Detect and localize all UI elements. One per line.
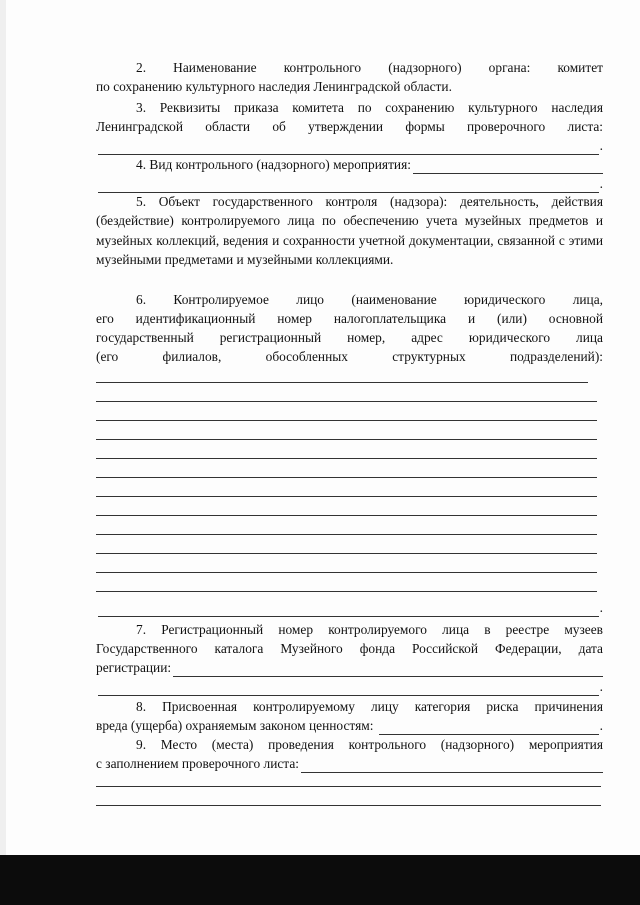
- item-9-row-2: [96, 754, 603, 773]
- item-2-line-2: по сохранению культурного наследия Ленинградской области.: [96, 79, 452, 94]
- item-6-fill-line[interactable]: [96, 496, 597, 497]
- item-7-fill-row-2: [96, 677, 603, 696]
- item-3-line-2: Ленинградской области об утверждении формы проверочного листа:: [96, 119, 603, 134]
- item-3-fill-row: [96, 136, 603, 155]
- item-7-tail: .: [599, 679, 603, 694]
- item-6-fill-line[interactable]: [96, 591, 597, 592]
- item-6-fill-line-last[interactable]: [98, 604, 599, 617]
- item-6-fill-row-last: [96, 598, 603, 617]
- item-6-fill-line[interactable]: [96, 572, 597, 573]
- item-9-line-1: 9. Место (места) проведения контрольного (надзорного) мероприятия: [136, 737, 603, 752]
- item-7-label: регистрации:: [96, 660, 172, 675]
- item-6-tail: .: [599, 600, 603, 615]
- item-5-paragraph: 5. Объект государственного контроля (надзора): деятельность, действия (бездействие) контролируемого лица по обеспечению учета музейных предметов и музейных коллекций, ведения и сохранности учетной документации, связанной с этими музейными предметами и музейными коллекциями.: [96, 194, 603, 267]
- item-9-fill-line[interactable]: [96, 805, 601, 806]
- item-6-fill-line[interactable]: [96, 534, 597, 535]
- item-6-fill-line[interactable]: [96, 401, 597, 402]
- item-9-fill-line[interactable]: [301, 760, 603, 773]
- item-3-fill-line[interactable]: [98, 142, 599, 155]
- item-7-fill-line[interactable]: [173, 664, 603, 677]
- item-9-fill-line[interactable]: [96, 786, 601, 787]
- item-7-line-2: Государственного каталога Музейного фонда Российской Федерации, дата: [96, 641, 603, 656]
- item-3-tail: .: [599, 138, 603, 153]
- item-4-row: [96, 155, 603, 174]
- item-2-line-1: 2. Наименование контрольного (надзорного) органа: комитет: [136, 60, 603, 75]
- item-8-tail: .: [599, 718, 603, 733]
- item-6-fill-line[interactable]: [96, 515, 597, 516]
- item-7-line-1: 7. Регистрационный номер контролируемого лица в реестре музеев: [136, 622, 603, 637]
- item-7-row-3: [96, 658, 603, 677]
- item-9-label: с заполнением проверочного листа:: [96, 756, 299, 771]
- item-6-fill-line[interactable]: [96, 553, 597, 554]
- item-6-fill-line[interactable]: [96, 439, 597, 440]
- item-8-label: вреда (ущерба) охраняемым законом ценностям:: [96, 718, 374, 733]
- item-6-fill-line[interactable]: [96, 382, 588, 383]
- scan-edge-shadow: [0, 0, 6, 855]
- item-4-fill-line[interactable]: [413, 161, 603, 174]
- item-6-line-1: 6. Контролируемое лицо (наименование юридического лица,: [136, 292, 603, 307]
- item-4-tail: .: [599, 176, 603, 191]
- item-4-label: 4. Вид контрольного (надзорного) мероприятия:: [136, 157, 411, 172]
- item-6-fill-line[interactable]: [96, 477, 597, 478]
- item-6-line-3: государственный регистрационный номер, адрес юридического лица: [96, 330, 603, 345]
- item-8-fill-line[interactable]: [379, 722, 598, 735]
- item-8-row-2: [96, 716, 603, 735]
- item-6-fill-line[interactable]: [96, 420, 597, 421]
- item-6-line-2: его идентификационный номер налогоплательщика и (или) основной: [96, 311, 603, 326]
- item-3-line-1: 3. Реквизиты приказа комитета по сохранению культурного наследия: [136, 100, 603, 115]
- item-8-line-1: 8. Присвоенная контролируемому лицу категория риска причинения: [136, 699, 603, 714]
- item-6-line-4: (его филиалов, обособленных структурных подразделений):: [96, 349, 603, 364]
- scan-bottom-border: [0, 855, 640, 905]
- item-7-fill-line-2[interactable]: [98, 683, 599, 696]
- item-4-fill-row-2: [96, 174, 603, 193]
- item-6-fill-line[interactable]: [96, 458, 597, 459]
